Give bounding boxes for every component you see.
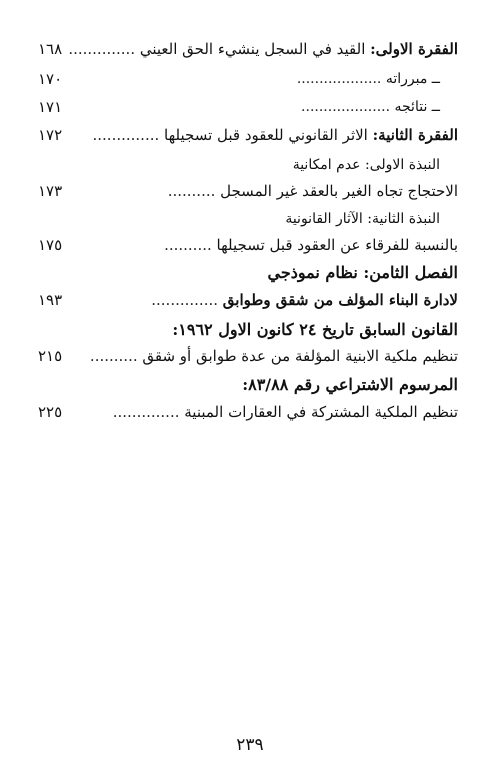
toc-page-number: ٢٢٥ [38, 403, 63, 421]
toc-entry-text: الاحتجاج تجاه الغير بالعقد غير المسجل [215, 182, 458, 200]
toc-entry [301, 96, 440, 118]
toc-entry [68, 38, 458, 60]
toc-entry [164, 234, 458, 256]
dot-leader: .............. [112, 403, 180, 421]
toc-entry-text: النبذة الاولى: عدم امكانية [292, 157, 440, 173]
toc-entry [151, 289, 458, 311]
toc-entry-heading: الفصل الثامن: نظام نموذجي [267, 263, 458, 282]
toc-entry [293, 154, 440, 176]
dot-leader: .......... [164, 236, 212, 254]
toc-entry-text: تنظيم الملكية المشتركة في العقارات المبنية [179, 403, 458, 421]
page-number-footer: ٢٣٩ [236, 735, 264, 755]
toc-entry [168, 180, 458, 202]
toc-page-number: ١٧٣ [38, 182, 63, 200]
toc-entry-text: ــ نتائجه [390, 99, 440, 115]
toc-entry-text: النبذة الثانية: الآثار القانونية [285, 211, 440, 227]
toc-entry-text: تنظيم ملكية الابنية المؤلفة من عدة طوابق أو شقق [137, 347, 458, 365]
toc-page-number: ١٩٣ [38, 291, 63, 309]
toc-entry-text: القيد في السجل ينشيء الحق العيني [135, 40, 371, 58]
toc-entry-heading: المرسوم الاشتراعي رقم ٨٣/٨٨: [242, 375, 458, 394]
section-heading [172, 319, 458, 341]
toc-page-number: ١٧٠ [38, 70, 63, 88]
toc-entry [113, 401, 458, 423]
toc-entry [285, 208, 440, 230]
dot-leader: .............. [151, 291, 219, 309]
toc-page-number: ٢١٥ [38, 347, 63, 365]
dot-leader: .............. [92, 126, 160, 144]
dot-leader: .......... [89, 347, 138, 365]
toc-entry-text: الاثر القانوني للعقود قبل تسجيلها [159, 126, 373, 144]
dot-leader: ................... [296, 71, 382, 87]
dot-leader: .............. [68, 40, 136, 58]
toc-entry [90, 345, 458, 367]
toc-page-number: ١٧١ [38, 98, 63, 116]
toc-entry-heading: لادارة البناء المؤلف من شقق وطوابق [222, 291, 458, 309]
toc-page-number: ١٧٢ [38, 126, 63, 144]
toc-entry-heading: القانون السابق تاريخ ٢٤ كانون الاول ١٩٦٢: [172, 320, 458, 339]
chapter-heading [268, 262, 458, 284]
toc-entry [297, 68, 440, 90]
toc-entry-text: ــ مبرراته [381, 71, 440, 87]
toc-entry-text: بالنسبة للفرقاء عن العقود قبل تسجيلها [211, 236, 458, 254]
toc-page-number: ١٦٨ [38, 40, 63, 58]
toc-entry [93, 124, 459, 146]
section-heading [242, 374, 458, 396]
dot-leader: .......... [167, 182, 216, 200]
toc-entry-heading: الفقرة الثانية: [372, 126, 458, 144]
toc-entry-heading: الفقرة الاولى: [370, 40, 458, 58]
toc-page-number: ١٧٥ [38, 236, 63, 254]
dot-leader: .................... [301, 99, 391, 115]
